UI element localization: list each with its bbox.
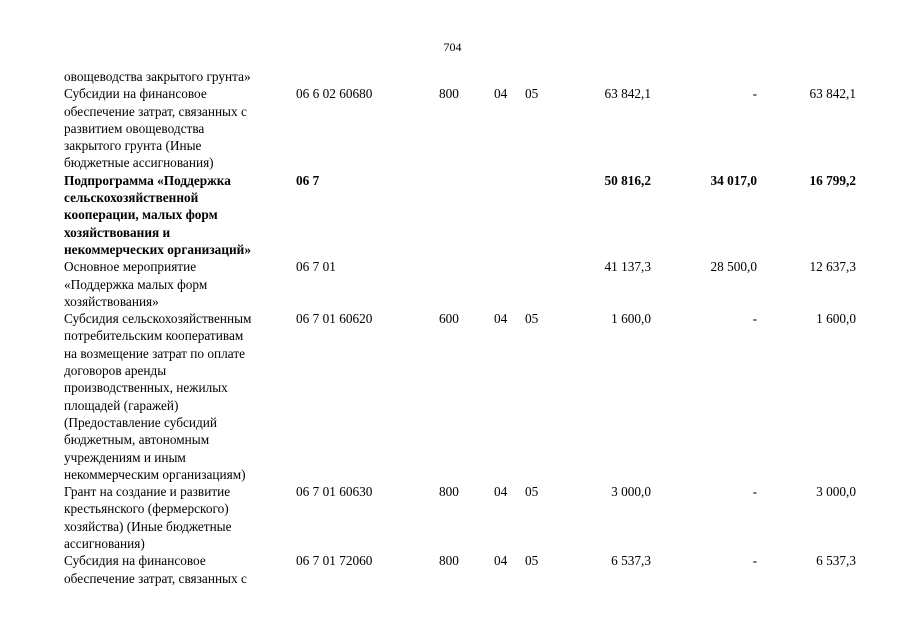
item-name-line: обеспечение затрат, связанных с: [64, 570, 247, 586]
item-name: [64, 310, 289, 483]
table-row: [64, 552, 864, 587]
item-name-line: развитием овощеводства: [64, 120, 205, 136]
item-name-line: Основное мероприятие: [64, 259, 197, 275]
regional-amount: 16 799,2: [809, 172, 856, 188]
program-code: 06 6 02 60680: [296, 86, 373, 102]
section-code: 04: [494, 484, 508, 500]
item-name-line: хозяйства) (Иные бюджетные: [64, 518, 232, 534]
regional-amount: 1 600,0: [816, 311, 856, 327]
total-amount: 3 000,0: [611, 484, 651, 500]
item-name-line: потребительским кооперативам: [64, 328, 244, 344]
section-code: 04: [494, 86, 508, 102]
item-name-line: хозяйствования»: [64, 293, 159, 309]
program-code: 06 7 01 60630: [296, 484, 373, 500]
program-code: 06 7 01: [296, 259, 336, 275]
program-code: 06 7 01 60620: [296, 311, 373, 327]
subsection-code: 05: [525, 86, 539, 102]
item-name-line: крестьянского (фермерского): [64, 501, 229, 517]
item-name-line: (Предоставление субсидий: [64, 414, 218, 430]
regional-amount: 6 537,3: [816, 553, 856, 569]
item-name: [64, 172, 289, 258]
table-row: [64, 68, 864, 85]
section-code: 04: [494, 553, 508, 569]
subsection-code: 05: [525, 553, 539, 569]
item-name-line: Субсидия сельскохозяйственным: [64, 311, 252, 327]
program-code: 06 7: [296, 172, 320, 188]
item-name-line: Субсидия на финансовое: [64, 553, 206, 569]
federal-amount: -: [752, 553, 757, 569]
item-name-line: Грант на создание и развитие: [64, 484, 231, 500]
regional-amount: 12 637,3: [809, 259, 856, 275]
item-name-line: овощеводства закрытого грунта»: [64, 69, 251, 84]
table-row: [64, 258, 864, 310]
item-name-line: закрытого грунта (Иные: [64, 138, 202, 154]
item-name: [64, 85, 289, 171]
item-name: [64, 68, 289, 85]
table-row: [64, 483, 864, 552]
item-name-line: площадей (гаражей): [64, 397, 179, 413]
expense-type: 800: [439, 86, 459, 102]
regional-amount: 3 000,0: [816, 484, 856, 500]
federal-amount: -: [752, 484, 757, 500]
item-name-line: «Поддержка малых форм: [64, 276, 208, 292]
table-row: [64, 85, 864, 171]
item-name-line: Подпрограмма «Поддержка: [64, 172, 231, 188]
federal-amount: -: [752, 86, 757, 102]
section-code: 04: [494, 311, 508, 327]
item-name: [64, 483, 289, 552]
item-name-line: ассигнования): [64, 536, 145, 552]
item-name-line: договоров аренды: [64, 363, 167, 379]
item-name-line: сельскохозяйственной: [64, 190, 199, 206]
item-name-line: хозяйствования и: [64, 224, 171, 240]
item-name-line: бюджетным, автономным: [64, 432, 210, 448]
regional-amount: 63 842,1: [809, 86, 856, 102]
total-amount: 1 600,0: [611, 311, 651, 327]
item-name: [64, 552, 289, 587]
page-number: 704: [443, 40, 462, 54]
federal-amount: -: [752, 311, 757, 327]
subsection-code: 05: [525, 311, 539, 327]
item-name-line: на возмещение затрат по оплате: [64, 345, 246, 361]
federal-amount: 34 017,0: [710, 172, 757, 188]
total-amount: 50 816,2: [604, 172, 651, 188]
budget-table: [64, 68, 864, 587]
expense-type: 800: [439, 484, 459, 500]
total-amount: 6 537,3: [611, 553, 651, 569]
item-name: [64, 258, 289, 310]
item-name-line: производственных, нежилых: [64, 380, 228, 396]
expense-type: 600: [439, 311, 459, 327]
item-name-line: Субсидии на финансовое: [64, 86, 207, 102]
total-amount: 63 842,1: [604, 86, 651, 102]
total-amount: 41 137,3: [604, 259, 651, 275]
federal-amount: 28 500,0: [710, 259, 757, 275]
subsection-code: 05: [525, 484, 539, 500]
item-name-line: некоммерческим организациям): [64, 466, 246, 482]
table-row: [64, 172, 864, 258]
program-code: 06 7 01 72060: [296, 553, 373, 569]
item-name-line: учреждениям и иным: [64, 449, 186, 465]
item-name-line: бюджетные ассигнования): [64, 155, 214, 171]
expense-type: 800: [439, 553, 459, 569]
item-name-line: кооперации, малых форм: [64, 207, 218, 223]
table-row: [64, 310, 864, 483]
item-name-line: обеспечение затрат, связанных с: [64, 103, 247, 119]
item-name-line: некоммерческих организаций»: [64, 241, 251, 257]
